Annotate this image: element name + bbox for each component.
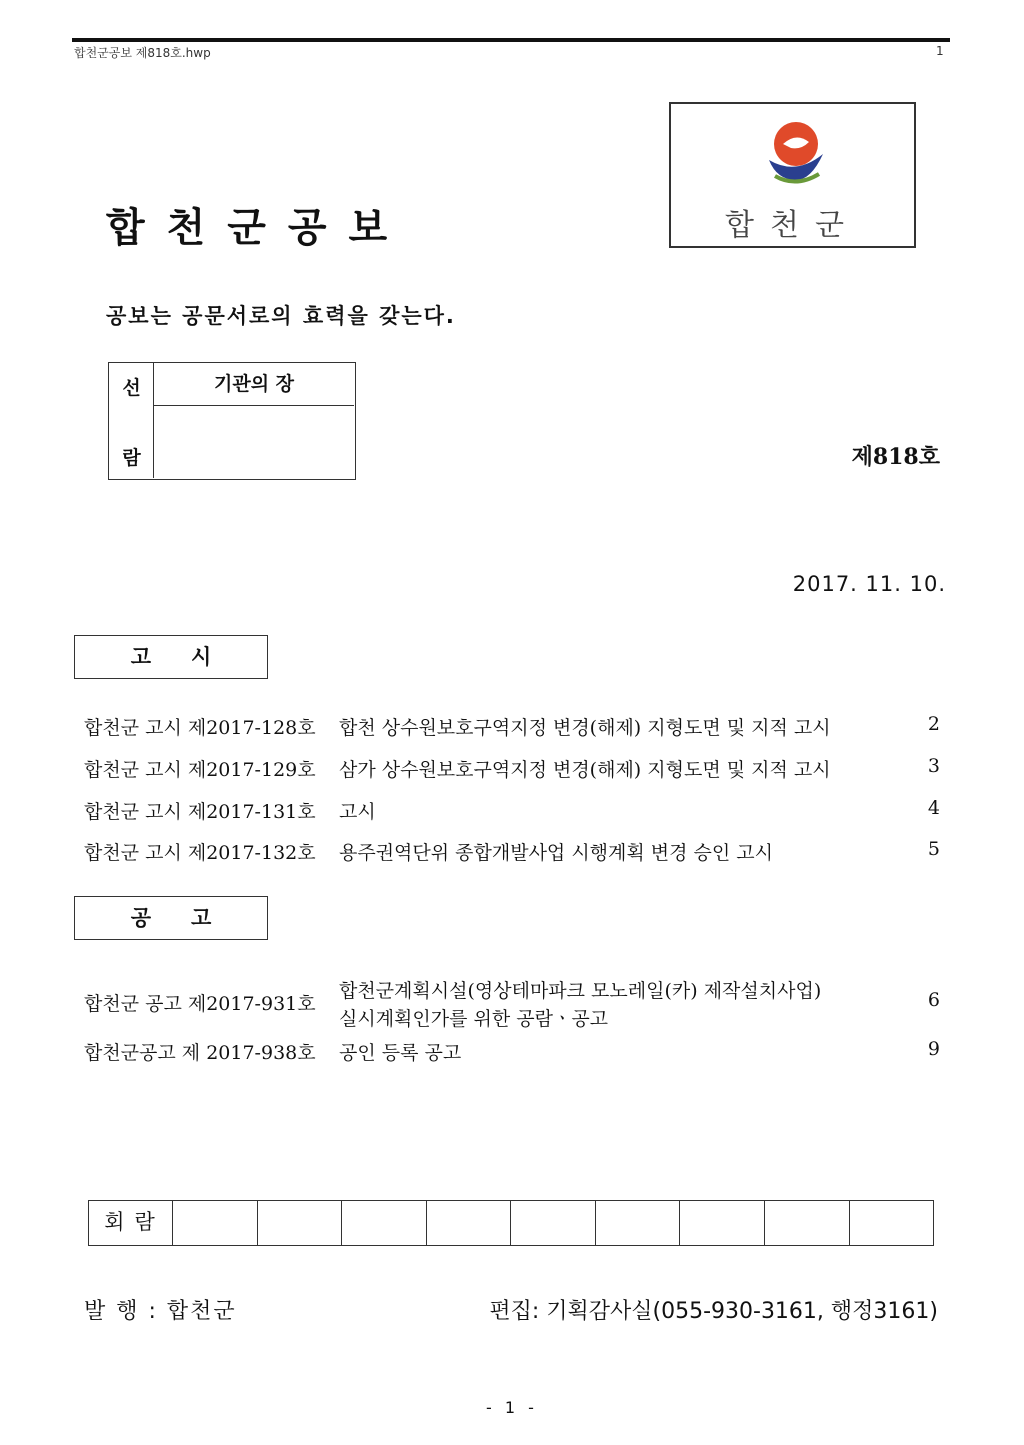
issue-number: 제818호 [851,444,940,470]
circulation-cell [511,1201,596,1245]
page-number: - 1 - [486,1398,538,1417]
review-header: 기관의 장 [154,363,354,406]
item-number: 합천군공고 제 2017-938호 [84,1042,316,1064]
circulation-cell [850,1201,934,1245]
circulation-table [88,1200,934,1246]
item-page: 9 [927,1038,940,1060]
circulation-cell [765,1201,850,1245]
section-heading-notice: 고시 [74,635,268,679]
item-title: 삼가 상수원보호구역지정 변경(해제) 지형도면 및 지적 고시 [339,759,831,781]
item-title: 합천군계획시설(영상테마파크 모노레일(카) 제작설치사업) [339,980,822,1002]
item-title: 공인 등록 공고 [339,1042,462,1064]
item-number: 합천군 고시 제2017-131호 [84,801,316,823]
item-title: 고시 [339,801,376,823]
item-title-line2: 실시계획인가를 위한 공람ㆍ공고 [339,1008,609,1030]
issue-date: 2017. 11. 10. [792,572,946,596]
item-page: 6 [927,989,940,1011]
review-side-bottom: 람 [122,447,141,469]
item-page: 2 [927,713,940,735]
logo-text: 합천군 [725,208,860,243]
header-rule [72,38,950,42]
running-header-page: 1 [936,44,944,58]
editor-contact: 편집: 기획감사실(055-930-3161, 행정3161) [489,1299,938,1324]
item-page: 5 [927,838,940,860]
item-page: 3 [927,755,940,777]
circulation-cell [258,1201,343,1245]
circulation-cell [342,1201,427,1245]
circulation-cell [596,1201,681,1245]
item-title: 용주권역단위 종합개발사업 시행계획 변경 승인 고시 [339,842,773,864]
publisher: 발 행 : 합천군 [84,1299,237,1324]
item-number: 합천군 고시 제2017-128호 [84,717,316,739]
item-number: 합천군 고시 제2017-132호 [84,842,316,864]
section-heading-announcement: 공고 [74,896,268,940]
logo-box [669,102,916,248]
hapcheon-emblem-icon [761,114,831,194]
review-side-top: 선 [122,377,141,399]
circulation-cell [680,1201,765,1245]
item-number: 합천군 고시 제2017-129호 [84,759,316,781]
motto: 공보는 공문서로의 효력을 갖는다. [106,304,456,328]
list-item[interactable] [84,976,944,1032]
review-table [108,362,356,480]
page-title: 합천군공보 [106,205,410,251]
item-page: 4 [927,797,940,819]
item-number: 합천군 공고 제2017-931호 [84,993,316,1015]
item-title: 합천 상수원보호구역지정 변경(해제) 지형도면 및 지적 고시 [339,717,831,739]
circulation-label: 회람 [89,1201,173,1245]
running-header-filename: 합천군공보 제818호.hwp [74,46,211,60]
review-side-column [109,363,154,478]
circulation-cell [427,1201,512,1245]
circulation-cell [173,1201,258,1245]
